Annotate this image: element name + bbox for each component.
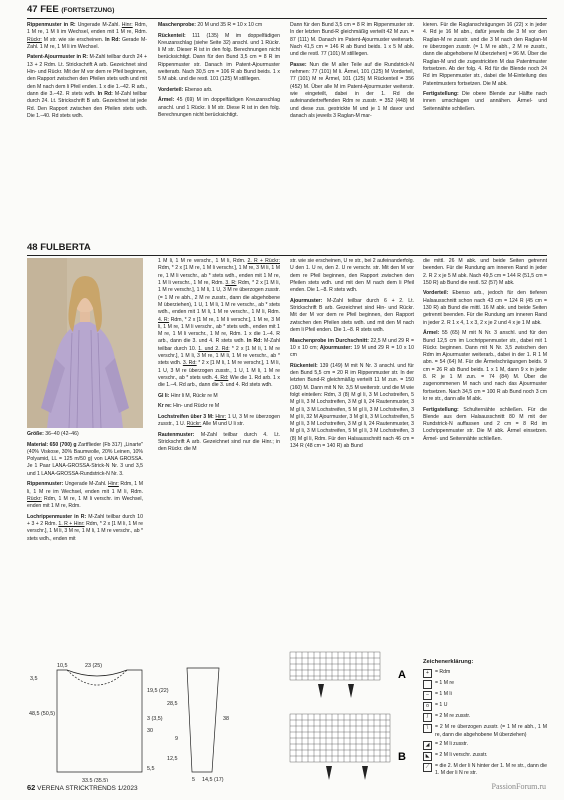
- key-item: [423, 669, 547, 678]
- dim-sleeve-bottom-a: 5: [192, 777, 195, 782]
- fee-column-4: [423, 22, 547, 116]
- page-footer: [27, 783, 138, 792]
- fee-paragraph: Rückenteil: 111 (135) M im doppelfädigen Kreuzanschlag (siehe Seite 32) anschl. und 1 Rückr. li M str. Dieser R ist in den folg. Berechnungen nicht berücksichtigt. Dann für den Bund 3,5 cm = 8 R im Rippenmuster str. Danach im Patent-Ajourmuster weiterarb. Nach 30,5 cm = 106 R ab Bund beids. 1 x 5 M abk. und die restl. 101 (125) M stilllegen.: [158, 32, 280, 83]
- key-item: [423, 752, 547, 761]
- fulberta-paragraph: Rautenmuster: M-Zahl teilbar durch 4. Lt. Strickschrift A arb. Gezeichnet sind nur die Hinr.; in den Rückr. die M: [158, 431, 280, 453]
- key-symbol-icon: o: [423, 702, 432, 711]
- fee-paragraph: Patent-Ajourmuster in R: M-Zahl teilbar durch 24 + 13 + 2 Rdm. Lt. Strickschrift A arb. Gezeichnet sind Hin- und Rückr. Mit der M vor dem re Pfeil beginnen, den Rapport zwischen den Pfeilen stets wdh und mit den M nach dem li Pfeil enden. 1 x die 1.–42. R arb., dann die 3.–42. R stets wdh. In Rd: M-Zahl teilbar durch 24. Lt. Strickschrift B arb. Gezeichnet ist jede Rd. Den Rapport zwischen den Pfeilen stets wdh. Die 1.–40. Rd stets wdh.: [27, 54, 147, 119]
- key-item: [423, 741, 547, 750]
- key-text: = 1 U: [435, 702, 448, 709]
- key-symbol-icon: ⟋: [423, 763, 432, 772]
- key-item: [423, 763, 547, 778]
- key-text: = 2 M re überzogen zusstr. (= 1 M re abh., 1 M re, dann die abgehobene M überziehen): [435, 724, 547, 738]
- fulberta-paragraph: 1 M li, 1 M re verschr., 1 M li, Rdm. 2. R + Rückr: Rdm, * 2 x [1 M re, 1 M li verschr.], 1 M re, 3 M li, 1 M re, 1 M li verschr., ab * stets wdh., enden mit 1 M re, 1 M li verschr., 1 M re, Rdm. 3. R: Rdm, * 2 x [1 M li, 1 M re verschr.], 1 M li, 1 U, 3 M re überzogen zusstr. (= 1 M re abh., 2 M re zusstr., dann die abgehobene M überziehen), 1 U, 1 M li, 1 M re verschr., ab * stets wdh., enden mit 1 M li, 1 M re verschr., 1 M li, Rdm. 4. R: Rdm, * 2 x [1 M re, 1 M li verschr.], 1 M re, 3 M li, 1 M re, 1 M li verschr., ab * stets wdh., enden mit 1 M re, 1 M li verschr., 1 M re, Rdm. 1 x die 1.–4. R arb., dann die 3. und 4. R stets wdh. In Rd: M-Zahl teilbar durch 10. 1. und 2. Rd: * 2 x [1 M li, 1 M re verschr.], 1 M li, 3 M re, 1 M li, 1 M re verschr., ab * stets wdh. 3. Rd: * 2 x [1 M li, 1 M re verschr.], 1 M li, 1 U, 3 M re überzogen zusstr., 1 U, 1 M li, 1 M re verschr., ab * stets wdh. 4. Rd: Wie die 1. Rd arb. 1 x die 1.–4. Rd arb., dann die 3. und 4. Rd stets wdh.: [158, 258, 281, 389]
- fulberta-paragraph: die mittl. 26 M abk. und beide Seiten getrennt beenden. Für die Rundung am inneren Rand in jeder 2. R 2 x je 5 M abk. Nach 49,5 cm = 144 R (51,5 cm = 150 R) ab Bund die restl. 52 (57) M abk.: [423, 258, 547, 286]
- key-item: [423, 702, 547, 711]
- symbol-key: [423, 658, 547, 779]
- key-text: = 2 M li verschr. zusstr.: [435, 751, 488, 758]
- fulberta-paragraph: Material: 650 (700) g Zartflieder (Fb 317) „Linarte" (40% Viskose, 30% Baumwolle, 20% Leinen, 10% Polyamid, LL = 125 m/50 g) von LANA GROSSA. Je 1 Paar LANA-GROSSA-Strick-N Nr. 3 und 3,5 und 1 LANA-GROSSA-Rundstrick-N Nr. 3.: [27, 441, 143, 477]
- fee-column-1: [27, 22, 147, 123]
- key-symbol-icon: ◣: [423, 752, 432, 761]
- dim-top-left: 10,5: [57, 663, 68, 669]
- fulberta-paragraph: str. wie sie erscheinen, U re str., bei 2 aufeinanderfolg. U den 1. U re, den 2. U re verschr. str. Mit den M vor dem re Pfeil beginnen, den Rapport zwischen den Pfeilen stets wdh. und mit den M nach dem li Pfeil enden. Die 1.–8. R stets wdh.: [290, 258, 414, 294]
- page-number: 62: [27, 783, 36, 792]
- fulberta-paragraph: Rippenmuster: Ungerade M-Zahl. Hinr: Rdm, 1 M li, 1 M re im Wechsel, enden mit 1 M li, Rdm. Rückr: Rdm, 1 M re, 1 M li verschr. im Wechsel, enden mit 1 M re, Rdm.: [27, 481, 143, 510]
- fulberta-paragraph: Maschenprobe im Durchschnitt: 22,5 M und 29 R = 10 x 10 cm; Ajourmuster: 19 M und 29 R = 10 x 10 cm: [290, 337, 415, 359]
- knitting-chart-a: [288, 650, 418, 706]
- knitting-chart-b: [288, 712, 418, 782]
- fee-paragraph: Dann für den Bund 3,5 cm = 8 R im Rippenmuster str. In der letzten Bund-R gleichmäßig verteilt 42 M zun. = 87 (111) M. Danach im Patent-Ajourmuster weiterarb. Nach 41,5 cm = 146 R ab Bund beids. 1 x 5 M abk. und die restl. 77 (101) M stilllegen.: [290, 22, 414, 58]
- key-text: = 2 M li zusstr.: [435, 740, 468, 747]
- key-text: = die 2. M der li N hinter der 1. M re str., dann die 1. M der li N re str.: [435, 762, 547, 777]
- section-header-fulberta: 48 FULBERTA: [27, 242, 547, 256]
- key-text: = 1 M re: [435, 680, 454, 687]
- key-symbol-icon: \: [423, 724, 432, 733]
- dim-right-mid: 3 (3,5): [147, 716, 163, 722]
- key-symbol-icon: +: [423, 669, 432, 678]
- fee-paragraph: Fertigstellung: Die obere Blende zur Hälfte nach innen umschlagen und annähen. Ärmel- und Seitennähte schließen.: [423, 91, 547, 112]
- key-text: = 2 M re zusstr.: [435, 713, 471, 720]
- key-text: = 1 M li: [435, 691, 452, 698]
- fulberta-paragraph: Größe: 36–40 (42–46): [27, 431, 79, 437]
- magazine-name: VERENA STRICKTRENDS 1/2023: [37, 785, 138, 792]
- fulberta-paragraph: Lochstreifen über 3 M: Hinr: 1 U, 3 M re überzogen zusstr., 1 U. Rückr: Alle M und U li str.: [158, 413, 281, 428]
- dim-bottom: 33,5 (35,5): [82, 778, 109, 782]
- key-text: = Rdm: [435, 669, 451, 676]
- fulberta-paragraph: Ajourmuster: M-Zahl teilbar durch 6 + 2. Lt. Strickschrift B arb. Gezeichnet sind Hin- und Rückr. Mit der M vor dem re Pfeil beginnen, den Rapport zwischen den Pfeilen stets wdh. und mit den M nach dem li Pfeil enden. Die 1.–8. R stets wdh.: [290, 297, 414, 333]
- dim-right-low: 30: [147, 728, 153, 734]
- fulberta-paragraph: Rückenteil: 139 (149) M mit N Nr. 3 anschl. und für den Bund 5,5 cm = 20 R im Rippenmuster str. In der letzten Bund-R gleichmäßig verteilt 11 M zun. = 150 (160) M. Dann mit N Nr. 3,5 M weiterstr. und die M wie folgt einteilen: Rdm, 3 (8) M gl li, 3 M Lochstreifen, 5 M gl li, 3 M Lochstreifen, 3 M gl li, 24 Rautenmuster, 3 M gl li, 3 M Lochstreifen, 5 M gl li, 3 M Lochstreifen, 3 M gl li, 32 M Ajourmuster, 3 M gl li, 3 M Lochstreifen, 5 M gl li, 3 M Lochstreifen, 3 M gl li, 24 Rautenmuster, 3 M gl li, 3 M Lochstreifen, 5 M gl li, 3 M Lochstreifen, 3 (8) M gl li, Rdm. Für den Halsausschnitt nach 46 cm = 134 R (48 cm = 140 R) ab Bund: [290, 362, 414, 450]
- chart-b-label: B: [398, 751, 406, 763]
- fee-column-2: [158, 22, 280, 123]
- fulberta-paragraph: Gl li: Hinr li M, Rückr re M: [158, 392, 218, 399]
- fulberta-column-3: [290, 258, 414, 454]
- fulberta-paragraph: Ärmel: 55 (65) M mit N Nr. 3 anschl. und für den Bund 12,5 cm im Lochrippenmuster str., dabei mit 1 Rückr. beginnen. Dann mit N Nr. 3,5 zwischen den Rdm im Ajourmuster weiterarb., dabei in der 1. R 1 M abn. = 54 (64) M. Für die Ärmelschrägungen beids. 9 cm = 26 R ab Bund beids. 1 x 1 M, dann 9 x in jeder 8. R je 1 M zun. = 74 (84) M. Über die zugenommenen M nach und nach das Ajourmuster fortsetzen. Nach 34,5 cm = 100 R ab Bund noch 3 cm kr re str., dann alle M abk.: [423, 330, 547, 402]
- section-suffix: (FORTSETZUNG): [61, 7, 115, 14]
- key-symbol-icon: [423, 680, 432, 689]
- fulberta-column-1: [27, 431, 143, 546]
- fee-paragraph: Passe: Nun die M aller Teile auf die Rundstrick-N nehmen: 77 (101) M li. Ärmel, 101 (125) M Vorderteil, 77 (101) M re Ärmel, 101 (125) M Rückenteil = 356 (452) M. Über alle M im Patent-Ajourmuster weiterstr. wie eingeteilt, dabei in der 1. Rd die aufeinandertreffenden Rdm re zusstr. = 352 (448) M und diese zus. gestrickte M und je 1 M davor und danach als jeweils 3 Raglan-M mar-: [290, 61, 414, 119]
- garment-schematic: [27, 660, 277, 782]
- dim-left-small: 3,5: [30, 676, 38, 682]
- key-item: [423, 713, 547, 722]
- fulberta-column-4: [423, 258, 547, 446]
- key-item: [423, 691, 547, 700]
- dim-sleeve-bottom-b: 14,5 (17): [202, 777, 224, 782]
- dim-right-upper: 19,5 (22): [147, 688, 169, 694]
- key-symbol-icon: ◢: [423, 741, 432, 750]
- section-number: 47 FEE: [27, 4, 59, 15]
- dim-sleeve-mid: 9: [175, 736, 178, 742]
- fulberta-paragraph: Kr re: Hin- und Rückr re M: [158, 403, 220, 410]
- fulberta-column-2: [158, 258, 280, 457]
- dim-top-mid: 23 (25): [85, 663, 103, 669]
- section-header-fee: [27, 4, 547, 19]
- fee-paragraph: Ärmel: 45 (69) M im doppelfädigen Kreuzanschlag anschl. und 1 Rückr. li M str. Diese R ist in den folg. Berechnungen nicht berücksichtigt.: [158, 97, 280, 118]
- key-symbol-icon: –: [423, 691, 432, 700]
- dim-sleeve-low: 12,5: [167, 756, 178, 762]
- dim-bottom-small: 5,5: [147, 766, 155, 772]
- fee-paragraph: Vorderteil: Ebenso arb.: [158, 86, 213, 93]
- model-photo: [27, 258, 143, 428]
- key-symbol-icon: /: [423, 713, 432, 722]
- chart-a-label: A: [398, 669, 406, 681]
- fulberta-paragraph: Fertigstellung: Schulternähte schließen. Für die Blende aus dem Halsausschnitt 80 M mit der Rundstrick-N auffassen und 2 cm = 8 Rd im Lochrippenmuster str. Die M abk. Ärmel einsetzen. Ärmel- und Seitennähte schließen.: [423, 406, 547, 442]
- key-item: [423, 724, 547, 739]
- fee-paragraph: Rippenmuster in R: Ungerade M-Zahl. Hinr: Rdm, 1 M re, 1 M li im Wechsel, enden mit 1 M re, Rdm. Rückr: M str. wie sie erscheinen. In Rd: Gerade M-Zahl. 1 M re, 1 M li im Wechsel.: [27, 22, 147, 50]
- dim-sleeve-right: 38: [223, 716, 229, 722]
- fee-column-3: [290, 22, 414, 123]
- fee-paragraph: kieren. Für die Raglanschrägungen 16 (22) x in jeder 4. Rd je 16 M abn., dafür jeweils die 3 M vor den Raglan-M re zusstr. und die 3 M nach den Raglan-M re überzogen zusstr. (= 1 M re abh., 2 M re zusstr., dann die abgehobene M überziehen) = 96 M. Über die Raglan-M und die zugestrickten M das Patentmuster fortsetzen. Ab der folg. 4. Rd für die Blende noch 24 Rd im Rippenmuster str., dabei die M-Einteilung des Patentmusters fortsetzen. Die M abk.: [423, 22, 547, 87]
- fulberta-paragraph: Vorderteil: Ebenso arb., jedoch für den tieferen Halsausschnitt schon nach 43 cm = 124 R (45 cm = 130 R) ab Bund die mittl. 16 M abk. und beide Seiten getrennt beenden. Für die Rundung am inneren Rand in jeder 2. R 1 x 4, 1 x 3, 2 x je 2 und 4 x je 1 M abk.: [423, 290, 547, 326]
- watermark: PassionForum.ru: [491, 782, 546, 791]
- dim-sleeve-top: 28,5: [167, 701, 178, 707]
- key-item: [423, 680, 547, 689]
- key-title: Zeichenerklärung:: [423, 659, 474, 665]
- fee-paragraph: Maschenprobe: 20 M und 35 R = 10 x 10 cm: [158, 22, 263, 28]
- dim-left-side: 48,5 (50,5): [29, 711, 56, 717]
- fulberta-paragraph: Lochrippenmuster in R: M-Zahl teilbar durch 10 + 3 + 2 Rdm. 1. R + Hinr: Rdm, * 2 x [1 M li, 1 M re verschr.], 1 M li, 3 M re, 1 M li, 1 M re verschr., ab * stets wdh., enden mit: [27, 513, 143, 542]
